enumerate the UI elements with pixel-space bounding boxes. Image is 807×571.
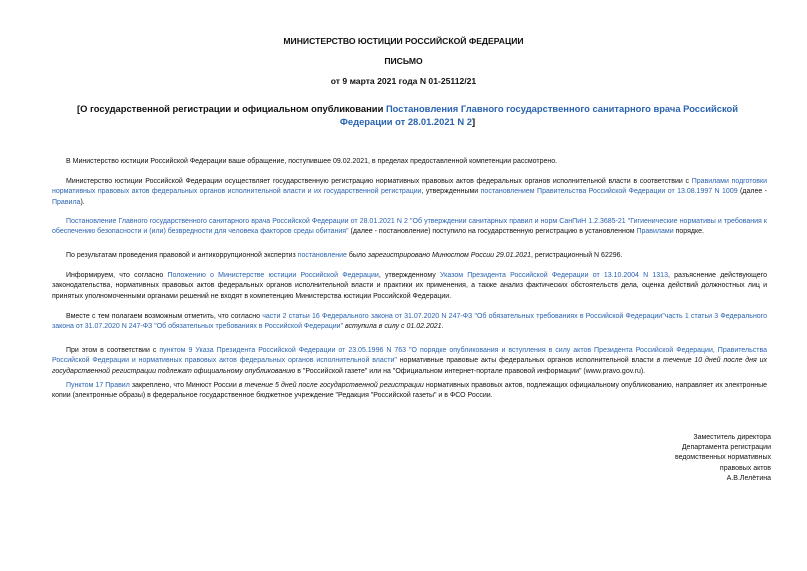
- p6-law-link-1[interactable]: части 2 статьи 16 Федерального закона от 31.07.2020 N 247-ФЗ "Об обязательных требованиях в Российской Федерации": [262, 313, 665, 320]
- p5-text-2: , утвержденному: [378, 272, 441, 279]
- p7-text-3: в "Российской газете" или на "Официальном интернет-портале правовой информации" (www.pravo.gov.ru).: [295, 367, 646, 375]
- p7-decree-link[interactable]: пунктом 9 Указа Президента Российской Федерации от 23.05.1996 N 763 "О порядке опубликования и вступления в силу актов Президента Российской Федерации, Правительства Российской Федерации и нормативных правовых актов федеральных органов исполнительной власти": [52, 347, 767, 365]
- paragraph-7: [52, 346, 767, 377]
- paragraph-2: [52, 177, 767, 208]
- p5-regulation-link[interactable]: Положению о Министерстве юстиции Российской Федерации: [167, 272, 379, 279]
- p5-text-1: Информируем, что согласно: [66, 272, 168, 279]
- p3-text-2: порядке.: [673, 228, 704, 236]
- p2-rules-link[interactable]: Правилами подготовки нормативных правовых актов федеральных органов исполнительной власти и их государственной регистрации: [52, 178, 767, 196]
- title-open-bracket: [: [76, 103, 81, 114]
- p6-text-1: Вместе с тем полагаем возможным отметить, что согласно: [66, 313, 263, 320]
- document-title: [52, 102, 763, 128]
- p2-text-1: Министерство юстиции Российской Федерации осуществляет государственную регистрацию нормативных правовых актов федеральных органов исполнительной власти в соответствии с: [66, 178, 692, 185]
- p1-text: В Министерство юстиции Российской Федерации ваше обращение, поступившее 09.02.2021, в пределах предоставленной компетенции рассмотрено.: [66, 158, 558, 165]
- p8-rules-link[interactable]: Пунктом 17 Правил: [66, 382, 130, 389]
- p3-rules-link[interactable]: Правилами: [636, 228, 674, 236]
- p6-text-2: .: [441, 323, 444, 331]
- paragraph-4: [52, 251, 767, 261]
- paragraph-6: [52, 312, 767, 333]
- p8-italic: в течение 5 дней после государственной регистрации: [238, 382, 424, 389]
- document-type: ПИСЬМО: [384, 56, 423, 66]
- document-date: от 9 марта 2021 года N 01-25112/21: [330, 76, 477, 86]
- signature-line-position: Заместитель директора: [693, 434, 771, 441]
- p3-text-1: (далее - постановление) поступило на государственную регистрацию в установленном: [348, 228, 637, 236]
- signature-name: А.В.Лелётина: [726, 474, 771, 482]
- p7-text-1: При этом в соответствии с: [66, 347, 160, 354]
- title-link[interactable]: Постановления Главного государственного санитарного врача Российской Федерации от 28.01.2021 N 2: [339, 103, 739, 127]
- p2-text-3: (далее -: [737, 188, 767, 196]
- paragraph-1: [52, 157, 767, 167]
- p5-text-3: , разъяснение действующего законодательства, нормативных правовых актов федеральных органов исполнительной власти и практики их применения, а также анализ фактических обстоятельств дела, оценка действий должностных лиц и принятых уполномоченными органами решений не входят в компетенцию Министерства юстиции Российской Федерации.: [52, 272, 767, 300]
- title-prefix: О государственной регистрации и официальном опубликовании: [80, 103, 386, 114]
- paragraph-8: [52, 381, 767, 402]
- signature-line-department-2: ведомственных нормативных: [674, 454, 771, 462]
- paragraph-5: [52, 271, 767, 302]
- p4-text-2: было: [346, 252, 368, 259]
- ministry-heading: МИНИСТЕРСТВО ЮСТИЦИИ РОССИЙСКОЙ ФЕДЕРАЦИИ: [283, 36, 524, 46]
- p2-text-2: , утвержденными: [421, 188, 481, 196]
- p2-text-4: ).: [80, 198, 85, 206]
- p4-italic: зарегистрировано Минюстом России 29.01.2021: [367, 252, 531, 259]
- signature-line-department-3: правовых актов: [719, 464, 771, 472]
- title-close-bracket: ]: [471, 116, 476, 127]
- signature-block: [661, 433, 771, 484]
- p8-text-2: нормативных правовых актов, подлежащих официальному опубликованию, направляет их электронные копии (электронные образы) в федеральное государственное бюджетное учреждение "Редакция "Российской газеты" и в ФСО России.: [52, 382, 767, 400]
- p4-resolution-link[interactable]: постановление: [297, 252, 347, 259]
- p6-italic: вступила в силу с 01.02.2021: [343, 323, 442, 331]
- p7-italic: в течение 10 дней после дня их государственной регистрации подлежат официальному опубликованию: [52, 357, 768, 375]
- p2-decree-link[interactable]: постановлением Правительства Российской Федерации от 13.08.1997 N 1009: [480, 188, 738, 196]
- p8-text-1: закреплено, что Минюст России: [129, 382, 239, 389]
- p7-text-2: нормативные правовые акты федеральных органов исполнительной власти: [396, 357, 657, 365]
- signature-line-department: Департамента регистрации: [681, 444, 771, 452]
- p4-text-1: По результатам проведения правовой и антикоррупционной экспертиз: [66, 252, 298, 259]
- p3-resolution-link[interactable]: Постановление Главного государственного санитарного врача Российской Федерации от 28.01.2021 N 2 "Об утверждении санитарных правил и норм СанПиН 1.2.3685-21 "Гигиенические нормативы и требования к обеспечению безопасности и (или) безвредности для человека факторов среды обитания": [52, 218, 767, 236]
- p4-text-3: , регистрационный N 62296.: [530, 252, 623, 259]
- p2-rules-short-link[interactable]: Правила: [52, 198, 81, 206]
- p6-law-link-2[interactable]: часть 1 статьи 3 Федерального закона от 31.07.2020 N 247-ФЗ "Об обязательных требованиях в Российской Федерации": [52, 313, 767, 331]
- paragraph-3: [52, 217, 767, 238]
- p5-decree-link[interactable]: Указом Президента Российской Федерации от 13.10.2004 N 1313: [440, 272, 668, 279]
